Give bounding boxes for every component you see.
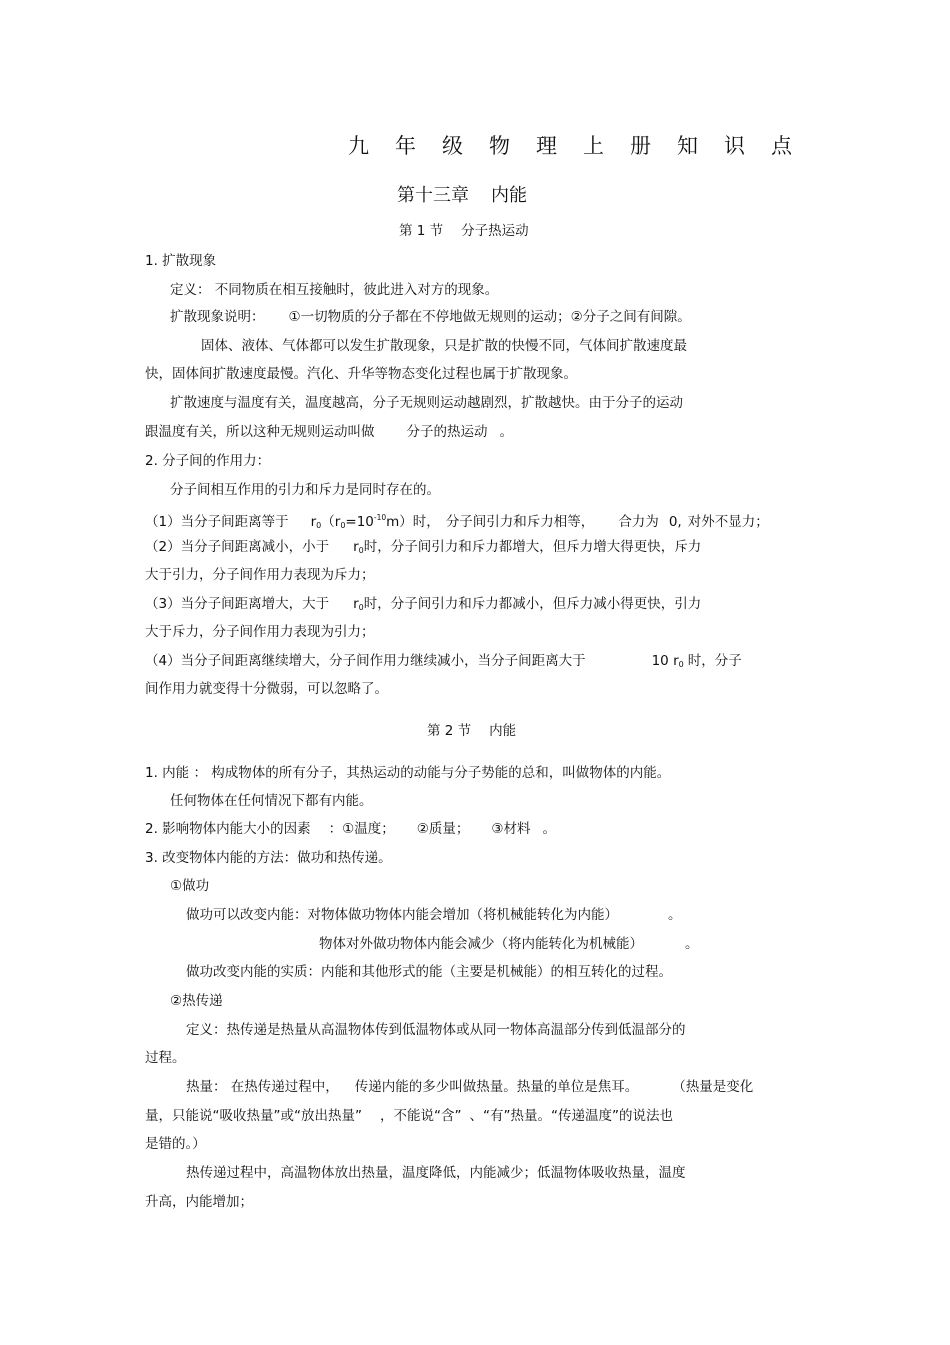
work-line-1 [186, 906, 682, 924]
case1-text-d: 对外不显力； [687, 514, 769, 530]
work-line-2-text: 物体对外做功物体内能会减少（将内能转化为机械能） [319, 936, 643, 952]
internal-energy-factors [145, 820, 556, 838]
work-essence: 做功改变内能的实质：内能和其他形式的能（主要是机械能）的相互转化的过程。 [186, 964, 672, 980]
chapter-heading [397, 181, 527, 207]
case3-text-b: 时，分子间引力和斥力都减小，但斥力减小得更快，引力 [363, 596, 702, 612]
internal-energy-definition: 1. 内能 ： 构成物体的所有分子，其热运动的动能与分子势能的总和，叫做物体的内能。 [145, 765, 671, 781]
thermal-motion-term: 分子的热运动 [406, 424, 488, 440]
work-label: ①做功 [170, 878, 210, 894]
item-molecular-force-heading: 2. 分子间的作用力： [145, 453, 271, 469]
heat-process-line2: 升高，内能增加； [145, 1194, 253, 1210]
case1-m: m）时， [386, 514, 440, 530]
factor-mass: ②质量； [416, 821, 470, 837]
diffusion-explanation [170, 308, 691, 326]
force-case-1 [145, 509, 769, 535]
section-1-name: 分子热运动 [461, 223, 529, 239]
change-methods: 3. 改变物体内能的方法：做功和热传递。 [145, 850, 392, 866]
case3-text-a: （3）当分子间距离增大，大于 [145, 596, 330, 612]
heat-quantity-line2-b: ，不能说“含” [379, 1108, 462, 1124]
page-title: 九年级物理上册知识点 [348, 134, 818, 158]
force-case-3-line2: 大于斥力，分子间作用力表现为引力； [145, 624, 375, 640]
diffusion-explanation-label: 扩散现象说明： [170, 309, 265, 325]
factor-material: ③材料 [491, 821, 531, 837]
case1-sub-b: 0 [340, 521, 346, 530]
heat-quantity-line1 [186, 1078, 753, 1096]
heat-transfer-label: ②热传递 [170, 993, 223, 1009]
section-2-number: 第 2 节 [427, 723, 472, 739]
work-line-1-text: 做功可以改变内能：对物体做功物体内能会增加（将机械能转化为内能） [186, 907, 618, 923]
diffusion-states-line2: 快，固体间扩散速度最慢。汽化、升华等物态变化过程也属于扩散现象。 [145, 366, 577, 382]
heat-process-line1: 热传递过程中，高温物体放出热量，温度降低，内能减少；低温物体吸收热量，温度 [186, 1165, 686, 1181]
section-2-heading [427, 722, 516, 740]
case1-paren: （r [321, 514, 341, 530]
heat-transfer-definition-line2: 过程。 [145, 1050, 186, 1066]
internal-energy-note: 任何物体在任何情况下都有内能。 [170, 793, 373, 809]
section-1-heading [399, 222, 529, 240]
heat-quantity-note-start: （热量是变化 [672, 1079, 754, 1095]
force-case-3 [145, 595, 701, 617]
heat-quantity-line3: 是错的。） [145, 1136, 206, 1152]
case1-exp: -10 [373, 513, 387, 522]
heat-quantity-label: 热量： 在热传递过程中， [186, 1079, 339, 1095]
speed-line2-text: 跟温度有关，所以这种无规则运动叫做 [145, 424, 375, 440]
case1-text-b: 分子间引力和斥力相等， [445, 514, 595, 530]
force-intro: 分子间相互作用的引力和斥力是同时存在的。 [170, 482, 440, 498]
force-case-4 [145, 652, 742, 674]
factors-text: 2. 影响物体内能大小的因素 [145, 821, 311, 837]
case2-text-a: （2）当分子间距离减小，小于 [145, 539, 330, 555]
diffusion-explanation-text: ①一切物质的分子都在不停地做无规则的运动；②分子之间有间隙。 [288, 309, 691, 325]
heat-quantity-line2-a: 量，只能说“吸收热量”或“放出热量” [145, 1108, 362, 1124]
case2-sub: 0 [358, 546, 364, 555]
factors-end: 。 [542, 821, 556, 837]
work-line-1-end: 。 [668, 907, 682, 923]
item-diffusion-heading: 1. 扩散现象 [145, 253, 217, 269]
case1-eq: =10 [345, 514, 374, 530]
heat-quantity-definition: 传递内能的多少叫做热量。热量的单位是焦耳。 [354, 1079, 639, 1095]
case1-text-c: 合力为 [618, 514, 659, 530]
case1-r: r [310, 514, 317, 530]
chapter-number: 第十三章 [397, 185, 469, 206]
heat-quantity-line2-c: 、“有”热量。“传递温度”的说法也 [469, 1108, 673, 1124]
speed-line2-end: 。 [499, 424, 513, 440]
heat-quantity-line2 [145, 1107, 673, 1125]
case1-text-a: （1）当分子间距离等于 [145, 514, 289, 530]
work-line-2-end: 。 [685, 936, 699, 952]
case4-sub: 0 [678, 660, 684, 669]
case4-text-a: （4）当分子间距离继续增大，分子间作用力继续减小，当分子间距离大于 [145, 653, 586, 669]
diffusion-definition: 定义： 不同物质在相互接触时，彼此进入对方的现象。 [170, 282, 499, 298]
case1-zero: 0, [668, 514, 682, 530]
diffusion-speed-line1: 扩散速度与温度有关，温度越高，分子无规则运动越剧烈，扩散越快。由于分子的运动 [170, 395, 683, 411]
case4-r: 10 r [651, 653, 679, 669]
case3-sub: 0 [358, 603, 364, 612]
force-case-2-line2: 大于引力，分子间作用力表现为斥力； [145, 567, 375, 583]
case2-r: r [353, 539, 359, 555]
force-case-4-line2: 间作用力就变得十分微弱，可以忽略了。 [145, 681, 388, 697]
factor-temperature: ：①温度； [328, 821, 395, 837]
section-2-name: 内能 [489, 723, 517, 739]
work-line-2 [319, 935, 699, 953]
diffusion-speed-line2 [145, 423, 513, 441]
heat-transfer-definition-line1: 定义：热传递是热量从高温物体传到低温物体或从同一物体高温部分传到低温部分的 [186, 1022, 686, 1038]
case3-r: r [353, 596, 359, 612]
force-case-2 [145, 538, 701, 560]
case2-text-b: 时，分子间引力和斥力都增大，但斥力增大得更快，斥力 [363, 539, 702, 555]
diffusion-states-line1: 固体、液体、气体都可以发生扩散现象，只是扩散的快慢不同，气体间扩散速度最 [201, 338, 687, 354]
chapter-name: 内能 [491, 185, 527, 206]
section-1-number: 第 1 节 [399, 223, 444, 239]
case4-text-b: 时，分子 [687, 653, 742, 669]
case1-sub: 0 [316, 521, 322, 530]
